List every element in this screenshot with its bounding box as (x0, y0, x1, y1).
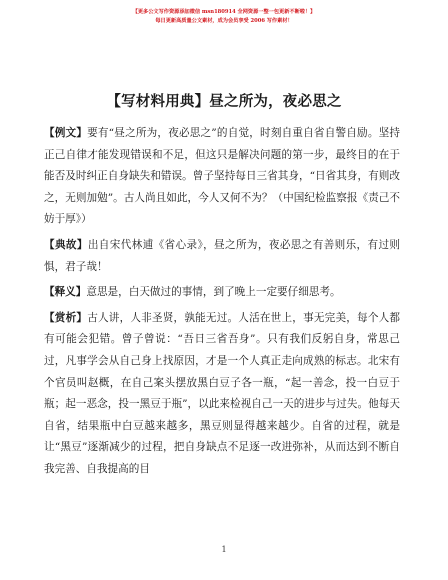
paragraph-text: 古人讲，人非圣贤，孰能无过。人活在世上，事无完美，每个人都有可能会犯错。曾子曾说：“吾日三省吾身”。只有我们反躬自身，常思己过，凡事学会从自己身上找原因，才是一个人真正走向成熟的标志。北宋有个官员叫赵概，在自己案头摆放黑白豆子各一瓶，“起一善念，投一白豆于瓶；起一恶念，投一黑豆于瓶”，以此来检视自己一天的进步与过失。他每天自省，结果瓶中白豆越来越多，黑豆则显得越来越少。自省的过程，就是让“黑豆”逐渐减少的过程，把自身缺点不足逐一改进弥补，从而达到不断自我完善、自我提高的目 (44, 311, 401, 475)
document-title: 【写材料用典】昼之所为，夜必思之 (106, 93, 342, 110)
paragraph-tag: 【例文】 (44, 127, 88, 139)
banner-line-1: 【更多公文写作资源添加微信 msn180914 全网资源一整一包更新不断啦！】 (132, 9, 316, 15)
paragraph-text: 出自宋代林逋《省心录》，昼之所为，夜必思之有善则乐，有过则惧，君子哉！ (44, 238, 401, 273)
paragraph-text: 要有“昼之所为，夜必思之”的自觉，时刻自重自省自警自励。坚持正己自律才能发现错误和不足，但这只是解决问题的第一步，最终目的在于能否及时纠正自身缺失和错误。曾子坚持每日三省其身，“日省其身，有则改之，无则加勉”。古人尚且如此，今人又何不为？（中国纪检监察报《责己不妨于厚》） (44, 127, 400, 226)
paragraph-tag: 【释义】 (44, 286, 87, 299)
paragraph-tag: 【赏析】 (44, 311, 88, 324)
banner-line-2: 每日更新高质量公文素材，成为会员享受 2006 写作素材！ (155, 18, 293, 24)
document-body (44, 123, 400, 485)
paragraph-meaning (44, 282, 400, 304)
paragraph-example (44, 123, 400, 231)
header-banner (0, 8, 448, 26)
paragraph-appreciation (44, 308, 400, 481)
paragraph-tag: 【典故】 (44, 238, 88, 251)
page-number: 1 (221, 545, 227, 554)
paragraph-allusion (44, 235, 400, 278)
paragraph-text: 意思是，白天做过的事情，到了晚上一定要仔细思考。 (86, 286, 341, 299)
